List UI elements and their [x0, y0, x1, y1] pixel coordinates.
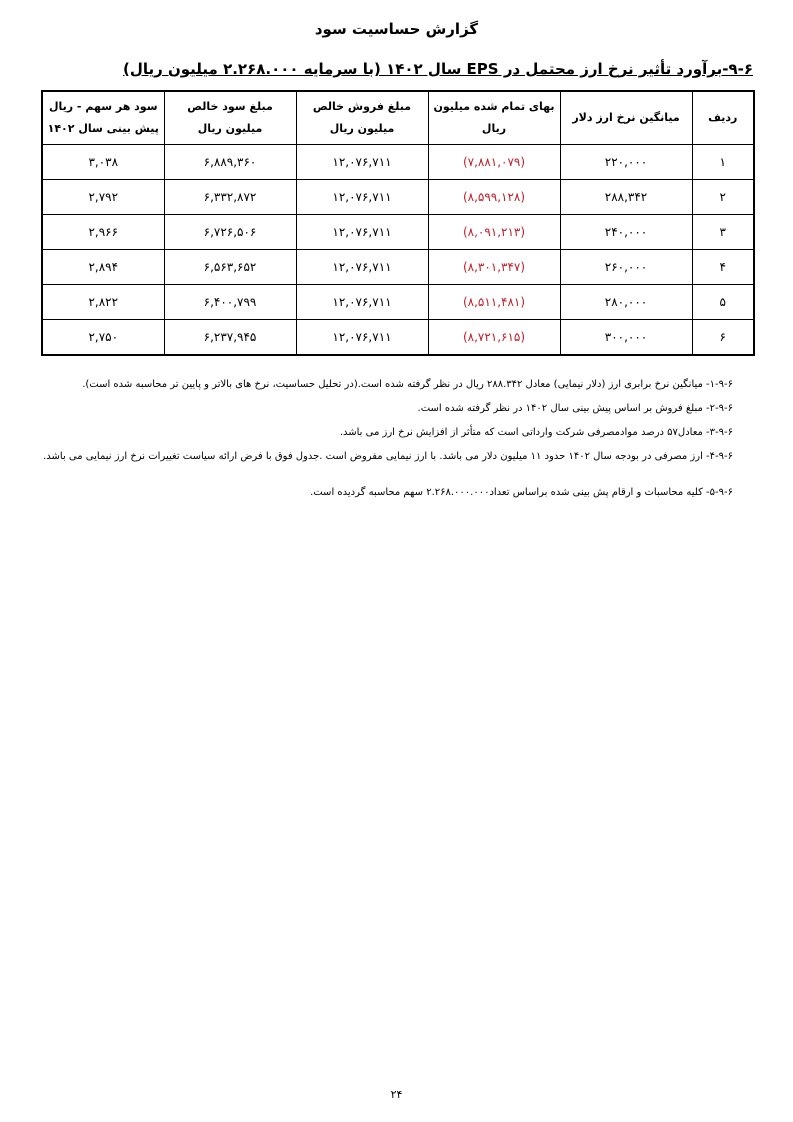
cell-exchange-rate: ۲۲۰,۰۰۰	[560, 145, 692, 180]
cell-cost-of-goods: (۸,۵۹۹,۱۲۸)	[428, 180, 560, 215]
cell-exchange-rate: ۲۸۸,۳۴۲	[560, 180, 692, 215]
cell-net-sales: ۱۲,۰۷۶,۷۱۱	[296, 285, 428, 320]
cell-eps: ۲,۷۵۰	[42, 320, 164, 356]
header-eps: سود هر سهم - ریال پیش بینی سال ۱۴۰۲	[42, 91, 164, 145]
header-net-profit: مبلغ سود خالص میلیون ریال	[164, 91, 296, 145]
table-row	[42, 180, 754, 215]
table-row	[42, 285, 754, 320]
notes-section	[43, 378, 733, 510]
cell-net-sales: ۱۲,۰۷۶,۷۱۱	[296, 250, 428, 285]
cell-row-number: ۵	[692, 285, 754, 320]
note-item: ۲-۹-۶- مبلغ فروش بر اساس پیش بینی سال ۱۴۰۲ در نظر گرفته شده است.	[417, 403, 733, 414]
cell-net-sales: ۱۲,۰۷۶,۷۱۱	[296, 180, 428, 215]
note-item: ۳-۹-۶- معادل۵۷ درصد موادمصرفی شرکت وارداتی است که متأثر از افزایش نرخ ارز می باشد.	[339, 427, 733, 438]
cell-exchange-rate: ۲۶۰,۰۰۰	[560, 250, 692, 285]
cell-net-profit: ۶,۵۶۳,۶۵۲	[164, 250, 296, 285]
cell-row-number: ۲	[692, 180, 754, 215]
cell-net-sales: ۱۲,۰۷۶,۷۱۱	[296, 320, 428, 356]
cell-row-number: ۱	[692, 145, 754, 180]
header-exchange-rate: میانگین نرخ ارز دلار	[560, 91, 692, 145]
table-row	[42, 215, 754, 250]
table-row	[42, 145, 754, 180]
cell-net-profit: ۶,۷۲۶,۵۰۶	[164, 215, 296, 250]
cell-row-number: ۳	[692, 215, 754, 250]
cell-net-profit: ۶,۸۸۹,۳۶۰	[164, 145, 296, 180]
header-net-sales: مبلغ فروش خالص میلیون ریال	[296, 91, 428, 145]
cell-eps: ۲,۸۲۲	[42, 285, 164, 320]
cell-eps: ۲,۸۹۴	[42, 250, 164, 285]
cell-net-profit: ۶,۳۳۲,۸۷۲	[164, 180, 296, 215]
cell-row-number: ۴	[692, 250, 754, 285]
cell-exchange-rate: ۲۴۰,۰۰۰	[560, 215, 692, 250]
cell-cost-of-goods: (۸,۵۱۱,۴۸۱)	[428, 285, 560, 320]
cell-exchange-rate: ۳۰۰,۰۰۰	[560, 320, 692, 356]
cell-net-sales: ۱۲,۰۷۶,۷۱۱	[296, 215, 428, 250]
table-header-row	[42, 91, 754, 145]
cell-cost-of-goods: (۷,۸۸۱,۰۷۹)	[428, 145, 560, 180]
cell-eps: ۲,۷۹۲	[42, 180, 164, 215]
cell-exchange-rate: ۲۸۰,۰۰۰	[560, 285, 692, 320]
page-number: ۲۴	[390, 1088, 403, 1101]
cell-eps: ۳,۰۳۸	[42, 145, 164, 180]
cell-net-sales: ۱۲,۰۷۶,۷۱۱	[296, 145, 428, 180]
table-row	[42, 250, 754, 285]
cell-row-number: ۶	[692, 320, 754, 356]
header-cost-of-goods: بهای تمام شده میلیون ریال	[428, 91, 560, 145]
note-item: ۵-۹-۶- کلیه محاسبات و ارقام پش بینی شده براساس تعداد۲.۲۶۸.۰۰۰.۰۰۰ سهم محاسبه گردیده است.	[310, 487, 733, 498]
cell-net-profit: ۶,۲۳۷,۹۴۵	[164, 320, 296, 356]
header-row-number: ردیف	[692, 91, 754, 145]
cell-eps: ۲,۹۶۶	[42, 215, 164, 250]
note-item: ۱-۹-۶- میانگین نرخ برابری ارز (دلار نیمایی) معادل ۲۸۸.۳۴۲ ریال در نظر گرفته شده است.(در تحلیل حساسیت، نرخ های بالاتر و پایین تر محاسبه شده است).	[82, 379, 733, 390]
cell-cost-of-goods: (۸,۳۰۱,۳۴۷)	[428, 250, 560, 285]
cell-net-profit: ۶,۴۰۰,۷۹۹	[164, 285, 296, 320]
section-title: ۹-۶-برآورد تأثیر نرخ ارز محتمل در EPS سال ۱۴۰۲ (با سرمایه ۲.۲۶۸.۰۰۰ میلیون ریال)	[122, 60, 753, 78]
table-row	[42, 320, 754, 356]
cell-cost-of-goods: (۸,۰۹۱,۲۱۳)	[428, 215, 560, 250]
note-item: ۴-۹-۶- ارز مصرفی در بودجه سال ۱۴۰۲ حدود ۱۱ میلیون دلار می باشد. با ارز نیمایی مفروض است .جدول فوق با فرض ارائه سیاست تغییرات نرخ ارز نیمایی می باشد.	[43, 451, 733, 462]
sensitivity-table	[41, 90, 755, 356]
cell-cost-of-goods: (۸,۷۲۱,۶۱۵)	[428, 320, 560, 356]
page-title: گزارش حساسیت سود	[314, 20, 479, 38]
